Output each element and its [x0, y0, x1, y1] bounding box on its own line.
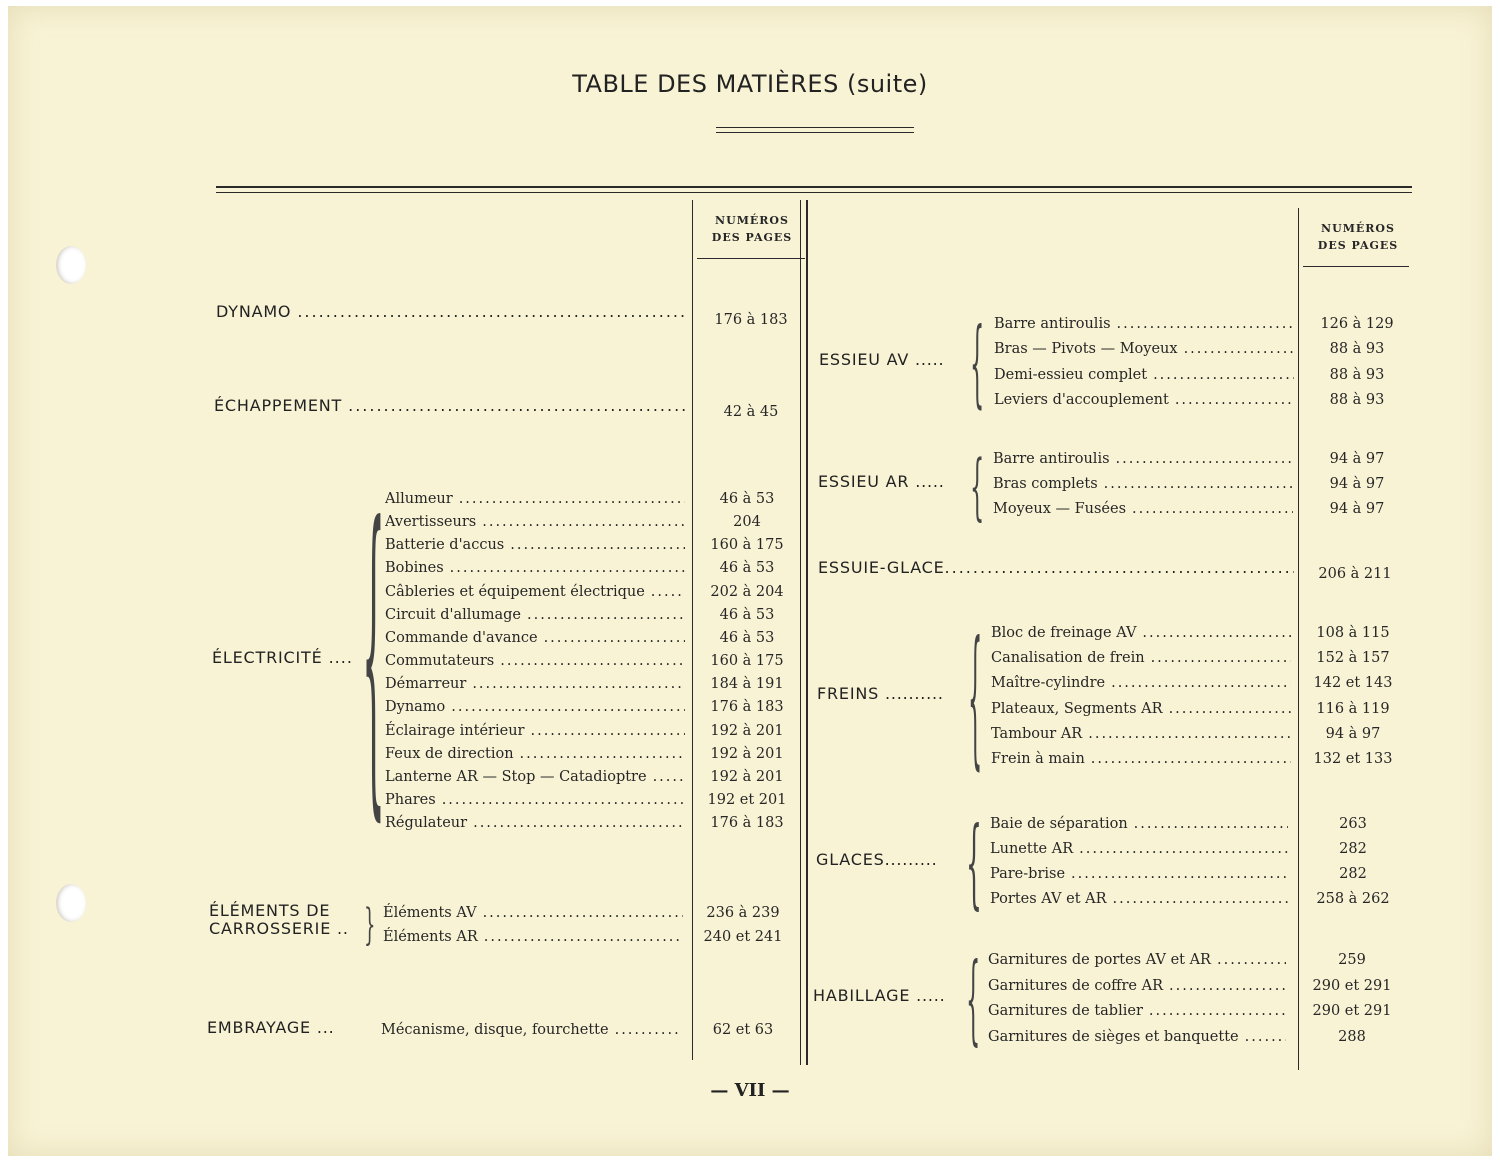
list-item: [994, 313, 1294, 335]
item-label: Demi-essieu complet: [994, 366, 1148, 383]
list-item: [990, 863, 1288, 885]
page-number: 240 et 241: [703, 929, 783, 945]
table-top-rule-1: [216, 186, 1412, 188]
list-item: [988, 975, 1286, 997]
section-essieu-av: ESSIEU AV .....: [819, 350, 945, 369]
item-label: Circuit d'allumage: [385, 606, 521, 623]
page-number: 204: [733, 514, 761, 531]
item-label: Frein à main: [991, 751, 1085, 767]
section-echappement: ÉCHAPPEMENT .....: [214, 396, 686, 415]
left-header-underline: [697, 258, 805, 259]
item-label: Éclairage intérieur: [385, 722, 525, 739]
item-label: Phares: [385, 791, 436, 808]
item-label: Pare-brise: [990, 866, 1066, 882]
item-label: Lunette AR: [990, 841, 1074, 857]
page-number: 46 à 53: [719, 560, 775, 577]
item-label: Leviers d'accouplement: [994, 391, 1169, 408]
list-item: [991, 622, 1291, 644]
item-label: Baie de séparation: [990, 816, 1128, 832]
section-essuie-glace: ESSUIE-GLACE .....: [818, 558, 1294, 577]
page-number: 259: [1338, 952, 1366, 968]
item-label: Garnitures de portes AV et AR: [988, 952, 1211, 968]
item-label: Barre antiroulis: [994, 316, 1111, 332]
page-number: 290 et 291: [1312, 977, 1392, 994]
page-number: 192 à 201: [710, 745, 784, 762]
item-label: Allumeur: [385, 491, 453, 507]
list-item: [994, 364, 1294, 386]
title-suffix: (suite): [846, 70, 928, 98]
list-item: [385, 534, 685, 556]
item-label: Moyeux — Fusées: [993, 501, 1127, 517]
page-number: 192 à 201: [710, 722, 784, 739]
list-item: [990, 838, 1288, 860]
item-label: Garnitures de coffre AR: [988, 977, 1163, 994]
item-label: Tambour AR: [991, 725, 1083, 742]
page-number: 132 et 133: [1313, 751, 1393, 767]
list-item: [991, 647, 1291, 669]
section-habillage: HABILLAGE .....: [813, 986, 946, 1005]
item-label: Bras complets: [993, 476, 1098, 492]
list-item: [385, 604, 685, 626]
title-underline-1: [716, 127, 914, 128]
page-number: 126 à 129: [1320, 316, 1394, 332]
page-number: 46 à 53: [719, 491, 775, 507]
page-number: 46 à 53: [719, 629, 775, 646]
list-item: [385, 766, 685, 788]
page-number: 258 à 262: [1316, 891, 1390, 907]
item-label: Bloc de freinage AV: [991, 625, 1137, 641]
list-item: [385, 511, 685, 533]
list-item: [385, 743, 685, 765]
page-number: 88 à 93: [1329, 341, 1385, 358]
page-number: 42 à 45: [723, 404, 779, 420]
center-divider-line-2: [806, 200, 808, 1065]
page-number: 142 et 143: [1313, 675, 1393, 692]
item-label: Commutateurs: [385, 653, 495, 670]
list-item: [990, 888, 1288, 910]
item-label: Éléments AR: [383, 929, 478, 945]
item-label: Barre antiroulis: [993, 451, 1110, 467]
item-label: Maître-cylindre: [991, 675, 1106, 692]
list-item: [383, 926, 683, 948]
section-electricite: ÉLECTRICITÉ ....: [212, 648, 353, 667]
page-number: 192 et 201: [707, 791, 787, 808]
section-embrayage: EMBRAYAGE ...: [207, 1018, 335, 1037]
page-number: 282: [1339, 841, 1367, 857]
item-label: Avertisseurs: [385, 514, 477, 531]
item-label: Batterie d'accus: [385, 537, 505, 554]
page-number: 152 à 157: [1316, 650, 1390, 667]
list-item: Mécanisme, disque, fourchette .....: [381, 1019, 681, 1041]
list-item: [385, 627, 685, 649]
page-number: 176 à 183: [714, 312, 788, 328]
page-number: 290 et 291: [1312, 1003, 1392, 1019]
item-label: Plateaux, Segments AR: [991, 700, 1163, 717]
list-item: [991, 698, 1291, 720]
page-number-footer: — VII —: [710, 1080, 790, 1101]
page-number: 108 à 115: [1316, 625, 1390, 641]
item-label: Commande d'avance: [385, 629, 538, 646]
item-label: Canalisation de frein: [991, 650, 1145, 667]
title-underline-2: [716, 132, 914, 133]
page-number: 236 à 239: [706, 905, 780, 921]
page-number: 288: [1338, 1028, 1366, 1045]
page-title: [0, 70, 1500, 98]
right-column-header: NUMÉROS DES PAGES: [1317, 222, 1399, 252]
page-number: 62 et 63: [712, 1022, 774, 1038]
table-top-rule-2: [216, 192, 1412, 193]
right-header-underline: [1303, 266, 1409, 267]
brace-essieu-ar: {: [970, 444, 985, 529]
binder-hole-bottom: [56, 884, 86, 922]
page-number: 88 à 93: [1329, 366, 1385, 383]
page-number: 263: [1339, 816, 1367, 832]
title-text: TABLE DES MATIÈRES: [572, 70, 839, 98]
page-number: 282: [1339, 866, 1367, 882]
item-label: Feux de direction: [385, 745, 514, 762]
page-number: 116 à 119: [1316, 700, 1390, 717]
item-label: Bras — Pivots — Moyeux: [994, 341, 1178, 358]
list-item: [990, 813, 1288, 835]
section-essieu-ar: ESSIEU AR .....: [818, 472, 945, 491]
item-label: Garnitures de tablier: [988, 1003, 1143, 1019]
list-item: [385, 812, 685, 834]
page-number: 192 à 201: [710, 768, 784, 785]
item-label: Portes AV et AR: [990, 891, 1107, 907]
item-label: Démarreur: [385, 676, 467, 693]
page-number: 94 à 97: [1325, 725, 1381, 742]
binder-hole-top: [56, 246, 86, 284]
item-label: Éléments AV: [383, 905, 477, 921]
list-item: [385, 488, 685, 510]
list-item: [385, 673, 685, 695]
list-item: [994, 389, 1294, 411]
list-item: [385, 789, 685, 811]
list-item: [988, 949, 1286, 971]
item-label: Dynamo: [385, 699, 446, 716]
brace-carrosserie: }: [364, 900, 376, 950]
list-item: [385, 650, 685, 672]
brace-essieu-av: {: [970, 307, 985, 418]
list-item: [993, 473, 1293, 495]
item-label: Garnitures de sièges et banquette: [988, 1028, 1239, 1045]
list-item: [383, 902, 683, 924]
section-glaces: GLACES.........: [816, 850, 938, 869]
brace-habillage: {: [966, 942, 981, 1056]
item-label: Câbleries et équipement électrique: [385, 583, 645, 600]
brace-glaces: {: [966, 806, 982, 920]
list-item: [994, 338, 1294, 360]
page-number: 176 à 183: [710, 815, 784, 832]
page-number: 202 à 204: [710, 583, 784, 600]
item-label: Bobines: [385, 560, 444, 577]
page-number: 46 à 53: [719, 606, 775, 623]
page-number: 88 à 93: [1329, 391, 1385, 408]
list-item: [991, 748, 1291, 770]
list-item: [385, 557, 685, 579]
brace-electricite: {: [362, 457, 385, 849]
left-column-header: NUMÉROS DES PAGES: [711, 214, 793, 244]
list-item: [988, 1026, 1286, 1048]
page-number: 94 à 97: [1329, 501, 1385, 517]
item-label: Lanterne AR — Stop — Catadioptre: [385, 768, 647, 785]
brace-freins: {: [968, 610, 983, 784]
page-number: 176 à 183: [710, 699, 784, 716]
item-label: Régulateur: [385, 815, 468, 832]
list-item: [385, 581, 685, 603]
list-item: [991, 672, 1291, 694]
page-number: 94 à 97: [1329, 476, 1385, 492]
page-number: 160 à 175: [710, 537, 784, 554]
list-item: [993, 498, 1293, 520]
list-item: [993, 448, 1293, 470]
section-dynamo: DYNAMO .....: [216, 302, 686, 321]
section-freins: FREINS ..........: [817, 684, 944, 703]
list-item: [991, 723, 1291, 745]
page-number: 160 à 175: [710, 653, 784, 670]
page-number: 184 à 191: [710, 676, 784, 693]
list-item: [988, 1000, 1286, 1022]
page-number: 94 à 97: [1329, 451, 1385, 467]
page-number: 206 à 211: [1318, 566, 1392, 582]
list-item: [385, 720, 685, 742]
list-item: [385, 696, 685, 718]
section-carrosserie: ÉLÉMENTS DE CARROSSERIE ..: [209, 901, 349, 938]
